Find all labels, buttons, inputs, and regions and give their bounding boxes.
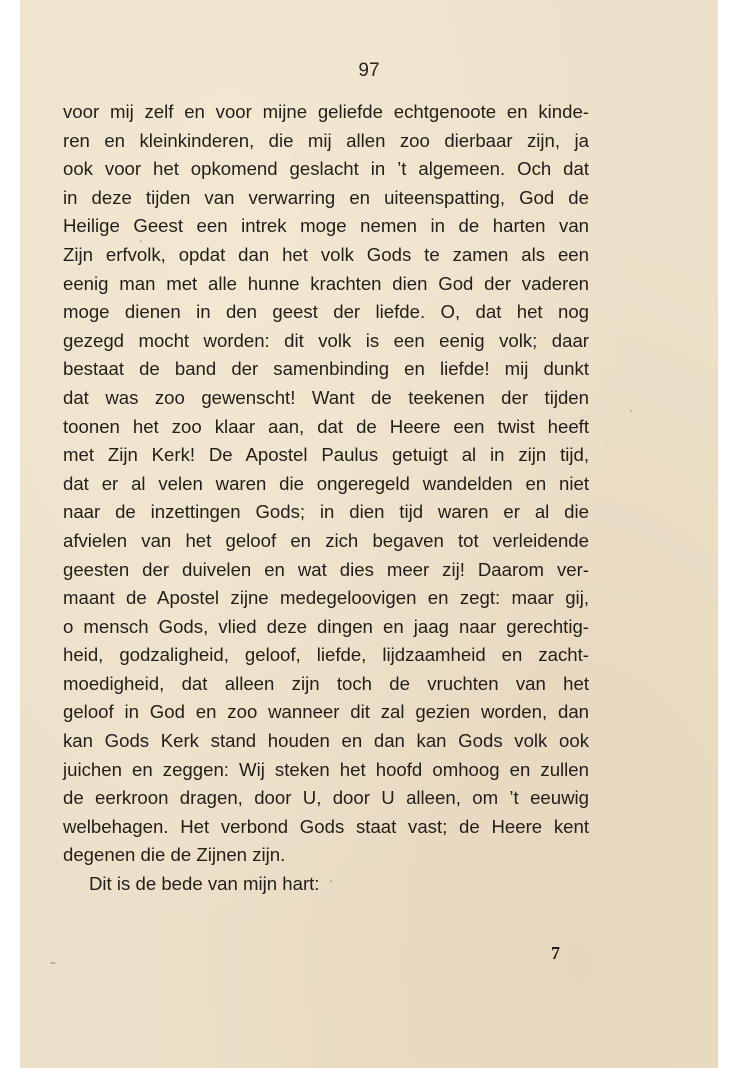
- text-line-27: degenen die de Zijnen zijn.: [63, 844, 286, 866]
- text-line-11: dat was zoo gewenscht! Want de teekenen der tijden: [63, 386, 589, 408]
- text-line-9: gezegd mocht worden: dit volk is een eenig volk; daar: [63, 329, 589, 351]
- text-line-13: met Zijn Kerk! De Apostel Paulus getuigt al in zijn tijd,: [63, 444, 589, 466]
- text-line-16: afvielen van het geloof en zich begaven tot verleidende: [63, 529, 589, 551]
- text-line-20: heid, godzaligheid, geloof, liefde, lijdzaamheid en zacht-: [63, 644, 589, 666]
- text-line-14: dat er al velen waren die ongeregeld wandelden en niet: [63, 472, 589, 494]
- paper-speck: [330, 880, 332, 882]
- text-line-26: welbehagen. Het verbond Gods staat vast; de Heere kent: [63, 815, 589, 837]
- book-page: [20, 0, 718, 1068]
- text-line-8: moge dienen in den geest der liefde. O, dat het nog: [63, 301, 589, 323]
- text-line-17: geesten der duivelen en wat dies meer zij! Daarom ver-: [63, 558, 589, 580]
- text-line-22: geloof in God en zoo wanneer dit zal gezien worden, dan: [63, 701, 589, 723]
- paper-speck: [140, 240, 142, 242]
- text-line-3: ook voor het opkomend geslacht in ’t algemeen. Och dat: [63, 158, 589, 180]
- paper-speck: [50, 962, 56, 964]
- body-text: [63, 98, 589, 899]
- signature-mark: 7: [551, 943, 560, 963]
- paper-speck: [630, 410, 632, 412]
- page-number: 97: [358, 60, 380, 81]
- text-line-12: toonen het zoo klaar aan, dat de Heere een twist heeft: [63, 415, 589, 437]
- text-line-23: kan Gods Kerk stand houden en dan kan Gods volk ook: [63, 730, 589, 752]
- text-line-10: bestaat de band der samenbinding en liefde! mij dunkt: [63, 358, 589, 380]
- text-line-24: juichen en zeggen: Wij steken het hoofd omhoog en zullen: [63, 758, 589, 780]
- text-line-21: moedigheid, dat alleen zijn toch de vruchten van het: [63, 672, 589, 694]
- text-line-4: in deze tijden van verwarring en uiteenspatting, God de: [63, 186, 589, 208]
- text-line-15: naar de inzettingen Gods; in dien tijd waren er al die: [63, 501, 589, 523]
- text-line-5: Heilige Geest een intrek moge nemen in de harten van: [63, 215, 589, 237]
- text-line-7: eenig man met alle hunne krachten dien God der vaderen: [63, 272, 589, 294]
- text-line-6: Zijn erfvolk, opdat dan het volk Gods te zamen als een: [63, 243, 589, 265]
- text-line-25: de eerkroon dragen, door U, door U alleen, om ’t eeuwig: [63, 787, 589, 809]
- text-line-2: ren en kleinkinderen, die mij allen zoo dierbaar zijn, ja: [63, 129, 589, 151]
- text-line-18: maant de Apostel zijne medegeloovigen en zegt: maar gij,: [63, 587, 589, 609]
- text-line-19: o mensch Gods, vlied deze dingen en jaag naar gerechtig-: [63, 615, 589, 637]
- closing-line: Dit is de bede van mijn hart:: [89, 873, 320, 895]
- text-line-1: voor mij zelf en voor mijne geliefde echtgenoote en kinde-: [63, 101, 589, 122]
